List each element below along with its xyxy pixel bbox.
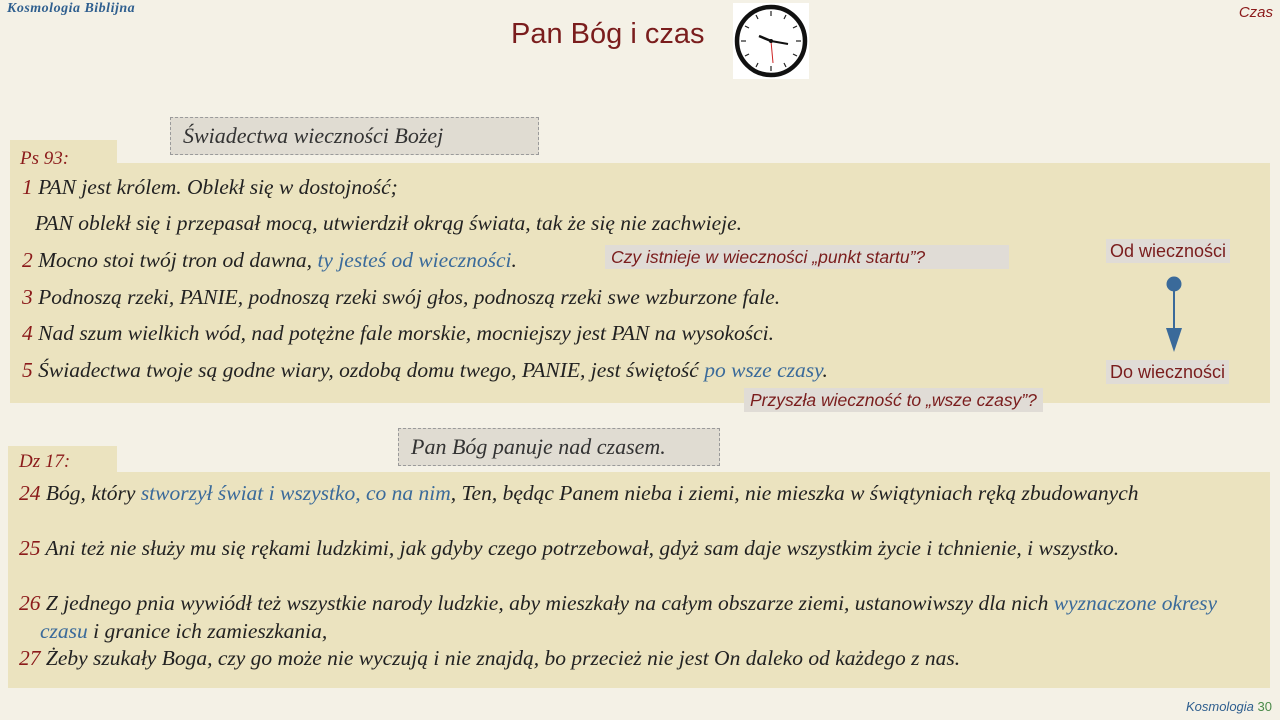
brand-title: Kosmologia Biblijna — [7, 1, 136, 16]
page-number: 30 — [1257, 699, 1272, 714]
verse-text: Świadectwa twoje są godne wiary, ozdobą domu twego, PANIE, jest świętość — [38, 358, 705, 382]
acts-box-label: Pan Bóg panuje nad czasem. — [398, 428, 720, 466]
psalm-box-label: Świadectwa wieczności Bożej — [170, 117, 539, 155]
verse-number: 1 — [22, 175, 33, 199]
verse-text: Ani też nie służy mu się rękami ludzkimi, jak gdyby czego potrzebował, gdyż sam daje wszystkim życie i tchnienie, i wszystko. — [45, 536, 1120, 560]
verse-highlight: ty jesteś od wieczności — [317, 248, 512, 272]
verse-number: 4 — [22, 321, 33, 345]
verse-text: Bóg, który — [45, 481, 141, 505]
timeline-to-label: Do wieczności — [1106, 360, 1229, 384]
timeline-arrow-icon — [1160, 272, 1190, 361]
verse-text: Podnoszą rzeki, PANIE, podnoszą rzeki swój głos, podnoszą rzeki swe wzburzone fale. — [38, 285, 781, 309]
psalm-verse-1b — [35, 210, 742, 236]
verse-text: Mocno stoi twój tron od dawna, — [38, 248, 318, 272]
verse-text: PAN oblekł się i przepasał mocą, utwierdził okrąg świata, tak że się nie zachwieje. — [35, 211, 743, 235]
acts-verse-25 — [19, 535, 1240, 563]
footer — [1186, 699, 1272, 714]
acts-reference: Dz 17: — [19, 451, 71, 472]
question-all-times: Przyszła wieczność to „wsze czasy”? — [744, 388, 1043, 412]
verse-highlight: po wsze czasy — [704, 358, 823, 382]
psalm-reference: Ps 93: — [20, 148, 70, 169]
acts-verse-26 — [19, 590, 1250, 645]
verse-number: 27 — [19, 646, 41, 670]
verse-text: Z jednego pnia wywiódł też wszystkie narody ludzkie, aby mieszkały na całym obszarze ziemi, ustanowiwszy dla nich — [45, 591, 1054, 615]
verse-end: . — [822, 358, 828, 382]
clock-icon — [733, 3, 809, 79]
verse-number: 2 — [22, 248, 33, 272]
verse-number: 26 — [19, 591, 41, 615]
question-start-point: Czy istnieje w wieczności „punkt startu”? — [605, 245, 1009, 269]
psalm-verse-3 — [22, 284, 780, 310]
section-label: Czas — [1238, 4, 1273, 21]
acts-verse-24 — [19, 480, 1240, 508]
verse-number: 5 — [22, 358, 33, 382]
psalm-verse-5 — [22, 357, 828, 383]
verse-number: 24 — [19, 481, 41, 505]
psalm-verse-2 — [22, 247, 517, 273]
psalm-verse-1 — [22, 174, 398, 200]
verse-text: Żeby szukały Boga, czy go może nie wyczują i nie znajdą, bo przecież nie jest On daleko od każdego z nas. — [45, 646, 961, 670]
verse-text-end: , Ten, będąc Panem nieba i ziemi, nie mieszka w świątyniach ręką zbudowanych — [450, 481, 1139, 505]
psalm-verse-4 — [22, 320, 774, 346]
footer-label: Kosmologia — [1185, 699, 1254, 714]
verse-text-end: i granice ich zamieszkania, — [87, 618, 328, 643]
timeline-from-label: Od wieczności — [1106, 239, 1230, 263]
acts-verse-27 — [19, 645, 1250, 673]
verse-number: 25 — [19, 536, 41, 560]
verse-end: . — [511, 248, 517, 272]
slide-title: Pan Bóg i czas — [511, 18, 705, 50]
verse-text: PAN jest królem. Oblekł się w dostojność; — [38, 175, 398, 199]
verse-text: Nad szum wielkich wód, nad potężne fale morskie, mocniejszy jest PAN na wysokości. — [38, 321, 775, 345]
verse-number: 3 — [22, 285, 33, 309]
verse-highlight: wyznaczone okresy czasu — [40, 591, 1218, 643]
verse-highlight: stworzył świat i wszystko, co na nim — [140, 481, 451, 505]
